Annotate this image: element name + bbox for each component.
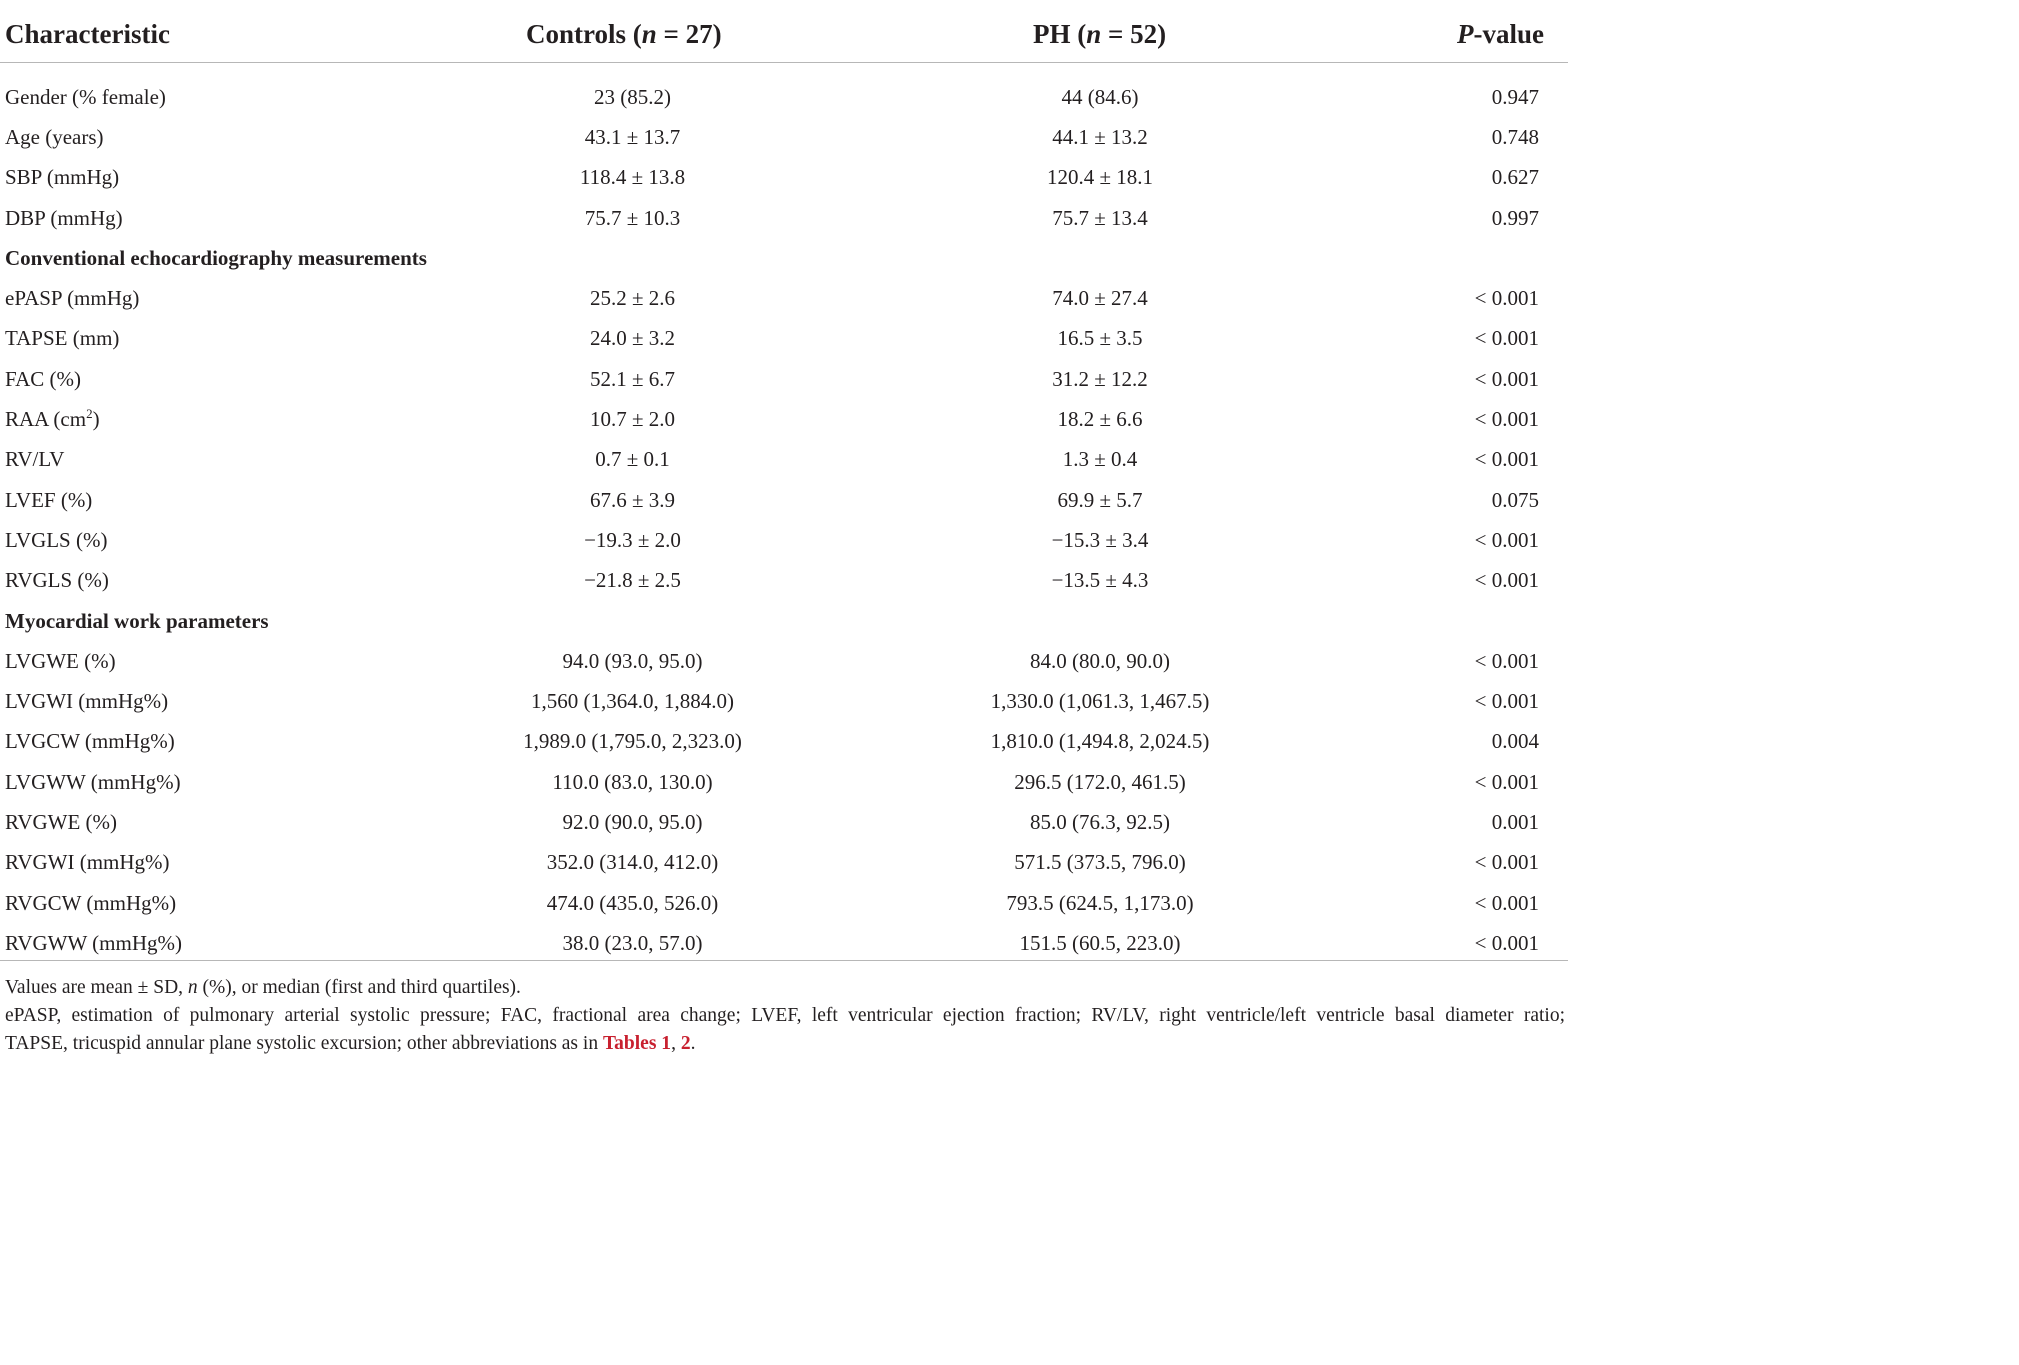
controls-cell [420,319,845,359]
p-value-cell: < 0.001 [1474,286,1539,311]
controls-value: 25.2 ± 2.6 [589,286,676,311]
controls-value: 24.0 ± 3.2 [589,326,676,351]
ph-value: 18.2 ± 6.6 [1057,407,1143,432]
controls-cell [420,762,845,802]
ph-cell [845,480,1355,520]
p-value-cell: < 0.001 [1474,648,1539,673]
controls-cell [420,722,845,762]
row-label-cell [0,762,420,802]
row-label-cell [0,641,420,681]
controls-value: 94.0 (93.0, 95.0) [562,648,703,673]
row-label: RVGWW (mmHg%) [5,930,182,955]
p-value-cell: 0.001 [1491,809,1539,834]
header-ph-label: PH [1033,19,1071,49]
ph-value: 16.5 ± 3.5 [1057,326,1143,351]
table-row [0,440,1568,480]
row-label-suffix: ) [92,407,100,432]
controls-cell [420,63,845,118]
p-value-cell: < 0.001 [1474,527,1539,552]
row-label: TAPSE (mm) [5,326,120,351]
row-label-cell [0,722,420,762]
controls-cell [420,520,845,560]
p-value-cell: 0.075 [1491,487,1539,512]
ph-cell [845,198,1355,238]
row-label: RVGCW (mmHg%) [5,890,177,915]
table-row [0,278,1568,318]
table-row [0,722,1568,762]
controls-cell [420,641,845,681]
table-row [0,319,1568,359]
row-label: Gender (% female) [5,84,166,109]
header-ph-n-value: = 52) [1101,19,1167,49]
ph-value: 75.7 ± 13.4 [1052,205,1148,230]
controls-cell [420,278,845,318]
footnote-values-b: (%), or median (first and third quartiles). [197,977,521,998]
ph-cell [845,399,1355,439]
ph-value: 85.0 (76.3, 92.5) [1030,809,1170,834]
ph-value: 151.5 (60.5, 223.0) [1019,930,1181,955]
table-row [0,641,1568,681]
table-row [0,883,1568,923]
ph-cell [845,641,1355,681]
table-row [0,117,1568,157]
controls-value: 0.7 ± 0.1 [595,447,670,472]
ph-value: 1,330.0 (1,061.3, 1,467.5) [990,689,1210,714]
p-value-cell: < 0.001 [1474,890,1539,915]
controls-value: 10.7 ± 2.0 [589,407,676,432]
header-controls-label: Controls [526,19,627,49]
ph-value: 1,810.0 (1,494.8, 2,024.5) [990,729,1210,754]
row-label: SBP (mmHg) [5,165,120,190]
ph-value: 44 (84.6) [1061,84,1139,109]
table-row [0,480,1568,520]
footnote-abbreviations-cont [5,1030,1565,1058]
ph-cell [845,802,1355,842]
table-row [0,843,1568,883]
table-row [0,762,1568,802]
row-label: Age (years) [5,124,104,149]
row-label-cell [0,158,420,198]
ph-cell [845,440,1355,480]
row-label-cell [0,278,420,318]
row-label: ePASP (mmHg) [5,286,140,311]
table-row [0,802,1568,842]
p-value-cell: < 0.001 [1474,769,1539,794]
controls-cell [420,923,845,963]
controls-cell [420,440,845,480]
controls-value: 1,989.0 (1,795.0, 2,323.0) [523,729,742,754]
p-value-cell: 0.997 [1491,205,1539,230]
table-row [0,198,1568,238]
controls-value: 52.1 ± 6.7 [589,366,676,391]
row-label: RAA (cm [5,407,87,432]
ph-cell [845,520,1355,560]
header-characteristic: Characteristic [0,0,420,63]
p-value-cell: < 0.001 [1474,689,1539,714]
table-footnotes [5,974,1565,1058]
ph-cell [845,923,1355,963]
row-label-cell [0,561,420,601]
p-value-cell: < 0.001 [1474,930,1539,955]
row-label: RVGWI (mmHg%) [5,850,170,875]
row-label: LVGWI (mmHg%) [5,689,169,714]
row-label: RV/LV [5,447,65,472]
row-label-cell [0,923,420,963]
ph-cell [845,117,1355,157]
controls-cell [420,802,845,842]
controls-cell [420,198,845,238]
header-p-italic: P [1457,19,1474,49]
row-label-cell [0,883,420,923]
controls-value: 67.6 ± 3.9 [589,487,676,512]
controls-value: 38.0 (23.0, 57.0) [562,930,703,955]
row-label-superscript: 2 [86,406,93,422]
row-label: RVGLS (%) [5,568,109,593]
p-value-cell: < 0.001 [1474,850,1539,875]
row-label-cell [0,63,420,118]
ph-cell [845,359,1355,399]
footnote-values-n: n [187,977,198,998]
table-bottom-rule [0,960,1568,961]
controls-value: 92.0 (90.0, 95.0) [562,809,703,834]
p-value-cell: 0.627 [1491,165,1539,190]
footnote-end: . [690,1033,696,1054]
controls-cell [420,359,845,399]
ph-cell [845,278,1355,318]
table-row [0,399,1568,439]
controls-value: 118.4 ± 13.8 [579,165,686,190]
row-label-cell [0,359,420,399]
header-p-value [1355,0,1568,63]
ph-value: 31.2 ± 12.2 [1052,366,1148,391]
footnote-separator: , [671,1033,681,1054]
ph-value: 120.4 ± 18.1 [1046,165,1154,190]
table-row [0,63,1568,118]
controls-value: −19.3 ± 2.0 [584,527,681,552]
table-row [0,681,1568,721]
footnote-values [5,974,1565,1002]
ph-cell [845,883,1355,923]
controls-value: 43.1 ± 13.7 [584,124,681,149]
p-value-cell: 0.004 [1491,729,1539,754]
row-label: RVGWE (%) [5,809,118,834]
controls-cell [420,561,845,601]
footnote-tapse-text: TAPSE, tricuspid annular plane systolic excursion; other abbreviations as in [5,1033,603,1054]
section-row [0,601,1568,641]
ph-value: 44.1 ± 13.2 [1052,124,1148,149]
footnote-abbreviations: ePASP, estimation of pulmonary arterial systolic pressure; FAC, fractional area change; LVEF, left ventricular ejection fraction; RV/LV, right ventricle/left ventricle basal diameter ratio; [5,1005,1565,1026]
row-label-cell [0,117,420,157]
ph-cell [845,63,1355,118]
p-value-cell: 0.947 [1491,84,1539,109]
row-label-cell [0,440,420,480]
controls-value: 75.7 ± 10.3 [584,205,681,230]
ph-cell [845,681,1355,721]
controls-value: 474.0 (435.0, 526.0) [546,890,719,915]
header-p-rest: -value [1473,19,1544,49]
ph-value: 1.3 ± 0.4 [1062,447,1138,472]
row-label: LVGWE (%) [5,648,116,673]
header-controls: Controls (n = 27) [420,0,845,63]
header-row [0,0,1568,63]
ph-value: 84.0 (80.0, 90.0) [1030,648,1170,673]
table-body [0,63,1568,964]
p-value-cell: < 0.001 [1474,326,1539,351]
table-2-link[interactable]: 2 [680,1033,691,1054]
section-heading: Conventional echocardiography measurements [5,245,427,270]
ph-value: 74.0 ± 27.4 [1052,286,1148,311]
ph-value: 69.9 ± 5.7 [1057,487,1143,512]
header-ph-n-var: n [1086,19,1102,49]
row-label-cell [0,520,420,560]
controls-value: 110.0 (83.0, 130.0) [552,769,713,794]
controls-value: 1,560 (1,364.0, 1,884.0) [531,689,734,714]
row-label: LVGLS (%) [5,527,108,552]
ph-cell [845,319,1355,359]
controls-value: −21.8 ± 2.5 [584,568,681,593]
ph-cell [845,561,1355,601]
footnote-values-a: Values are mean ± SD, [5,977,188,998]
p-value-cell: < 0.001 [1474,366,1539,391]
ph-value: 296.5 (172.0, 461.5) [1014,769,1186,794]
controls-cell [420,843,845,883]
controls-cell [420,117,845,157]
row-label-cell [0,843,420,883]
row-label: LVEF (%) [5,487,93,512]
ph-value: −15.3 ± 3.4 [1051,527,1149,552]
ph-value: 571.5 (373.5, 796.0) [1014,850,1186,875]
section-heading: Myocardial work parameters [5,608,269,633]
header-ph: PH (n = 52) [845,0,1355,63]
table-row [0,158,1568,198]
p-value-cell: < 0.001 [1474,568,1539,593]
row-label: FAC (%) [5,366,82,391]
table-1-link[interactable]: Tables 1 [602,1033,672,1054]
table-row [0,561,1568,601]
row-label: LVGWW (mmHg%) [5,769,181,794]
controls-cell [420,883,845,923]
section-row [0,238,1568,278]
controls-cell [420,158,845,198]
controls-cell [420,681,845,721]
ph-cell [845,843,1355,883]
controls-value: 352.0 (314.0, 412.0) [546,850,719,875]
table-row [0,923,1568,963]
controls-cell [420,399,845,439]
row-label-cell [0,480,420,520]
header-controls-n-var: n [641,19,657,49]
table-row [0,359,1568,399]
table-row [0,520,1568,560]
p-value-cell: 0.748 [1491,124,1539,149]
header-controls-n-value: = 27) [656,19,722,49]
ph-cell [845,762,1355,802]
row-label-cell [0,681,420,721]
ph-cell [845,158,1355,198]
row-label-cell [0,399,420,439]
row-label: LVGCW (mmHg%) [5,729,175,754]
ph-cell [845,722,1355,762]
controls-cell [420,480,845,520]
controls-value: 23 (85.2) [594,84,671,109]
p-value-cell: < 0.001 [1474,447,1539,472]
row-label-cell [0,802,420,842]
ph-value: 793.5 (624.5, 1,173.0) [1006,890,1194,915]
row-label-cell [0,319,420,359]
p-value-cell: < 0.001 [1474,407,1539,432]
row-label: DBP (mmHg) [5,205,123,230]
row-label-cell [0,198,420,238]
ph-value: −13.5 ± 4.3 [1051,568,1149,593]
table-header [0,0,1568,63]
